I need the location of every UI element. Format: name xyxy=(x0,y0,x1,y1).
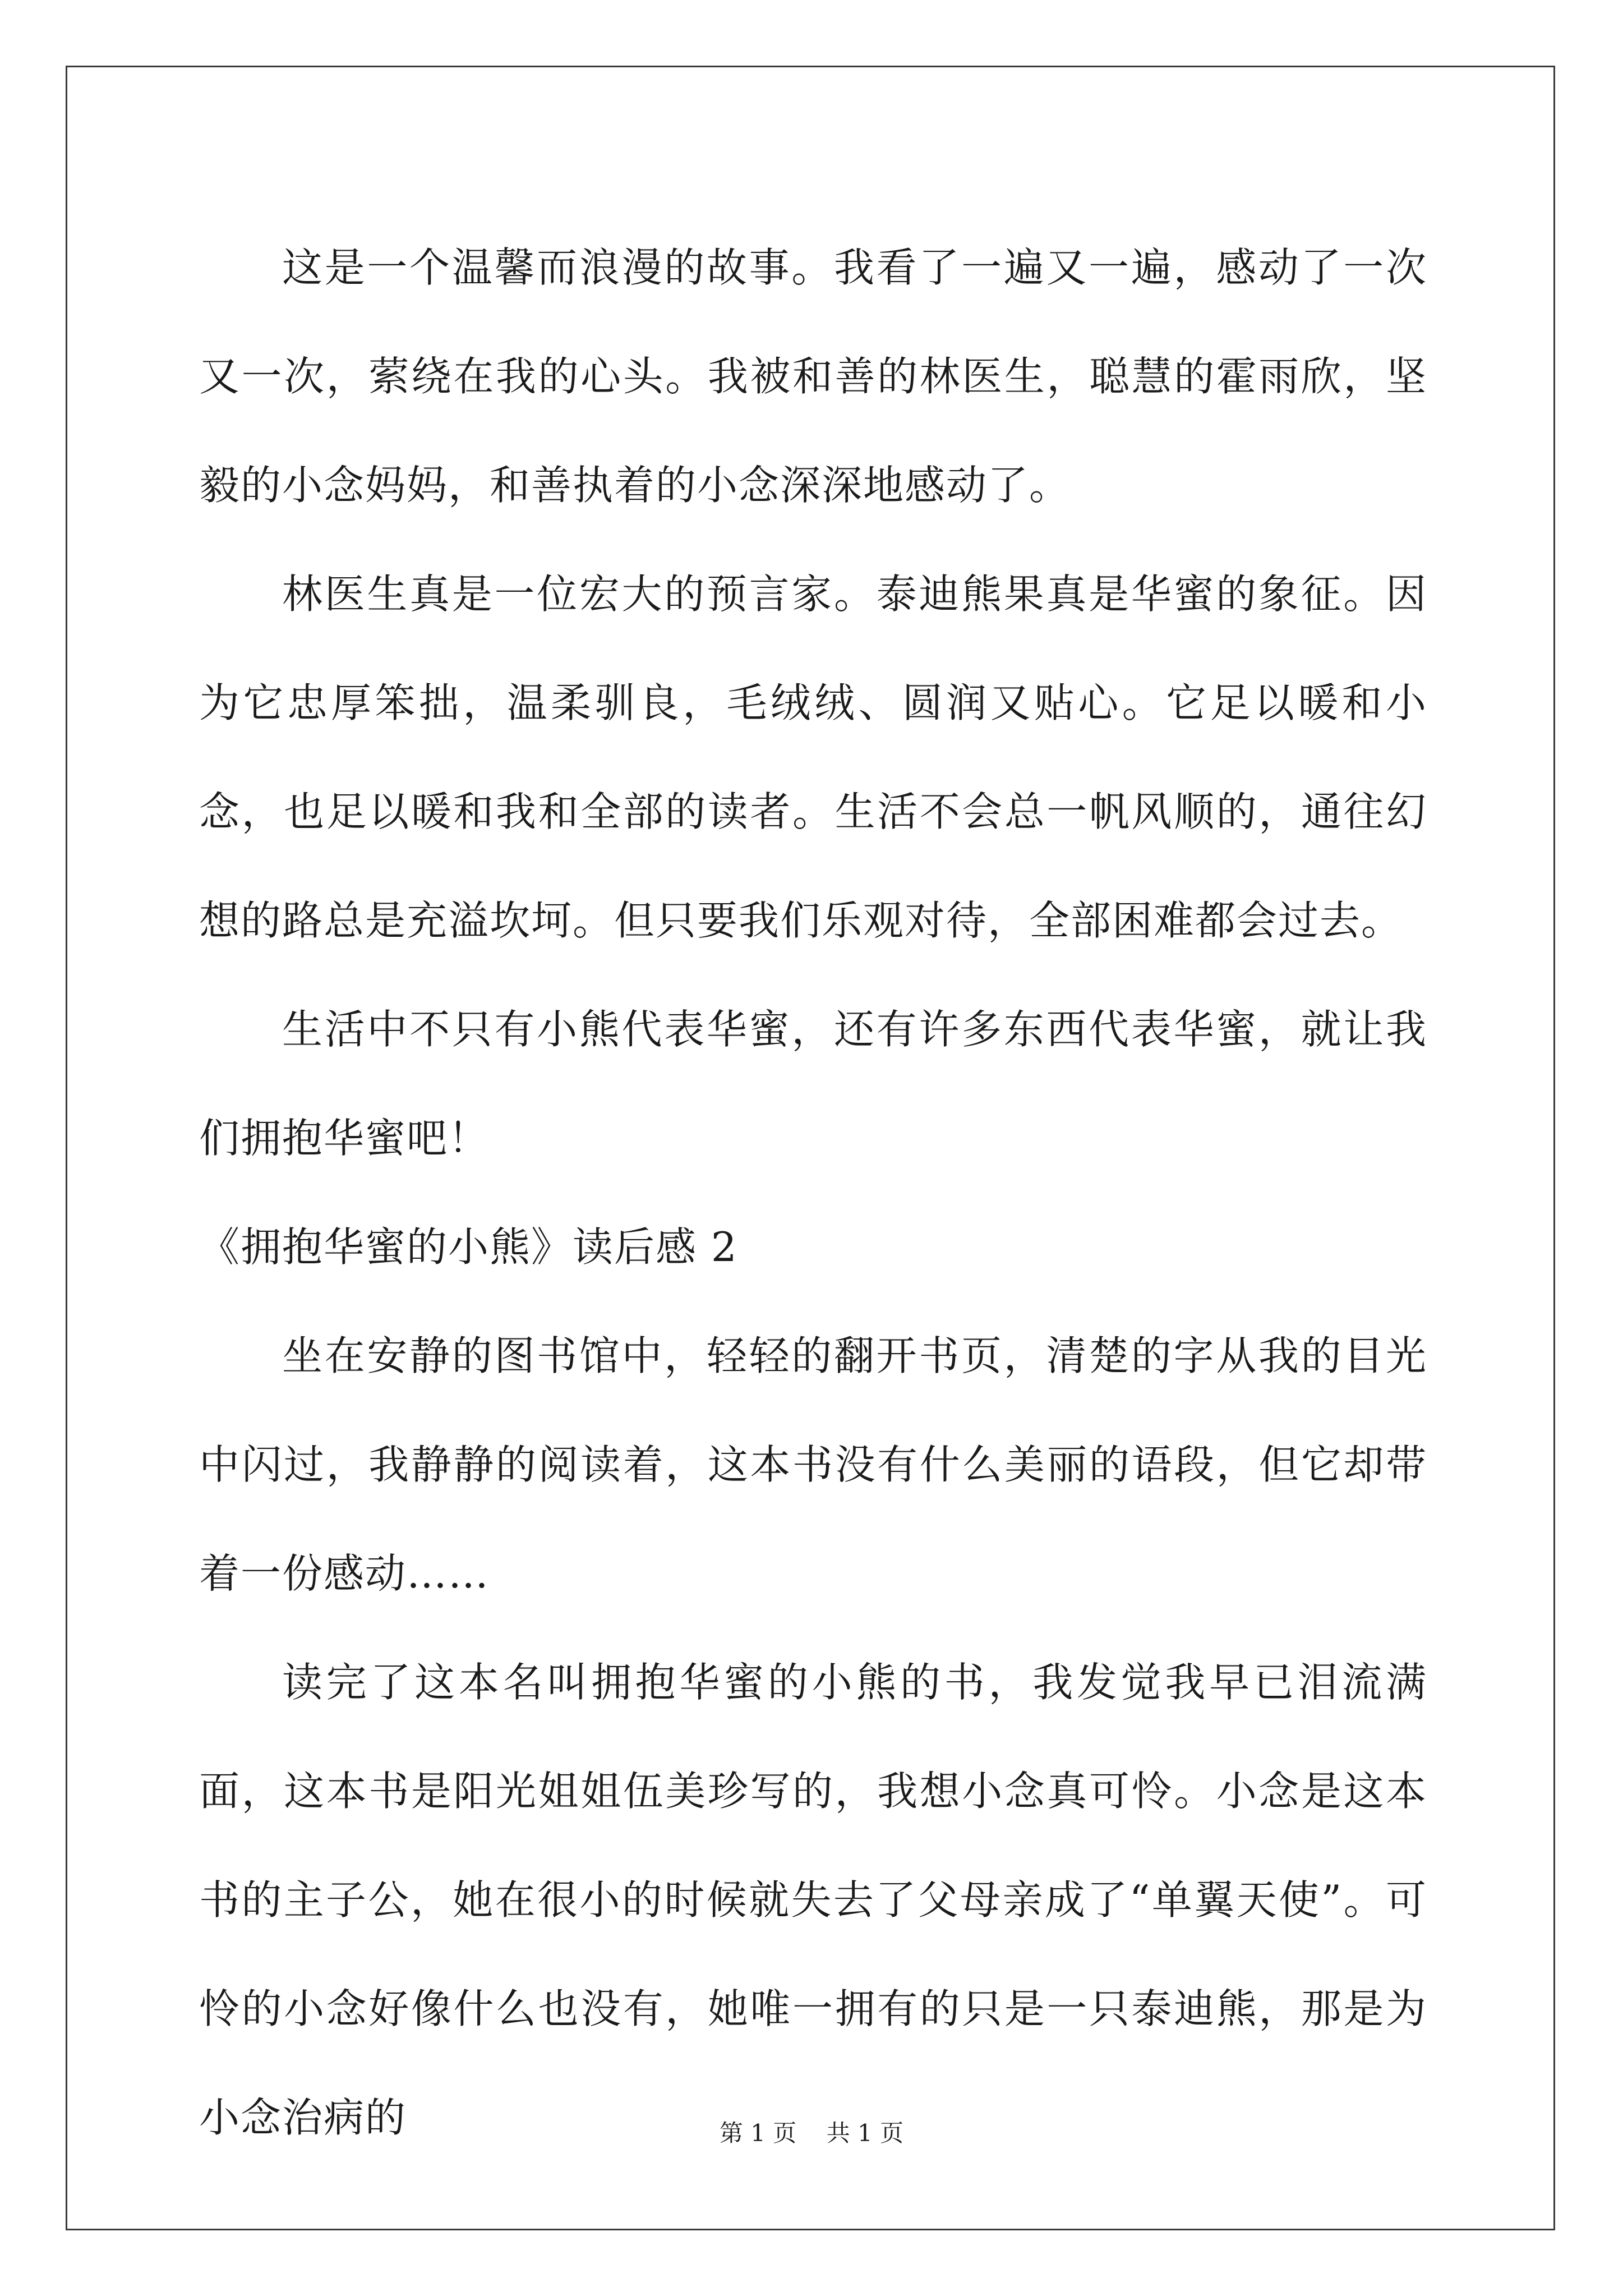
paragraph-1: 这是一个温馨而浪漫的故事。我看了一遍又一遍，感动了一次又一次，萦绕在我的心头。我被和善的林医生，聪慧的霍雨欣，坚毅的小念妈妈，和善执着的小念深深地感动了。 xyxy=(199,244,1427,509)
section-title: 《拥抱华蜜的小熊》读后感 2 xyxy=(199,1223,738,1271)
footer-gap xyxy=(796,2119,826,2147)
page-footer xyxy=(0,2115,1623,2148)
document-body xyxy=(199,213,1427,2172)
paragraph-5: 读完了这本名叫拥抱华蜜的小熊的书，我发觉我早已泪流满面，这本书是阳光姐姐伍美珍写的，我想小念真可怜。小念是这本书的主子公，她在很小的时候就失去了父母亲成了“单翼天使”。可怜的小念好像什么也没有，她唯一拥有的只是一只泰迪熊，那是为小念治病的 xyxy=(199,1659,1427,2141)
page-total: 共 1 页 xyxy=(826,2119,904,2147)
paragraph-2: 林医生真是一位宏大的预言家。泰迪熊果真是华蜜的象征。因为它忠厚笨拙，温柔驯良，毛绒绒、圆润又贴心。它足以暖和小念，也足以暖和我和全部的读者。生活不会总一帆风顺的，通往幻想的路总是充溢坎坷。但只要我们乐观对待，全部困难都会过去。 xyxy=(199,570,1427,944)
paragraph-3: 生活中不只有小熊代表华蜜，还有许多东西代表华蜜，就让我们拥抱华蜜吧！ xyxy=(199,1006,1427,1162)
paragraph-4: 坐在安静的图书馆中，轻轻的翻开书页，清楚的字从我的目光中闪过，我静静的阅读着，这本书没有什么美丽的语段，但它却带着一份感动…… xyxy=(199,1332,1427,1597)
page-number: 第 1 页 xyxy=(719,2119,797,2147)
